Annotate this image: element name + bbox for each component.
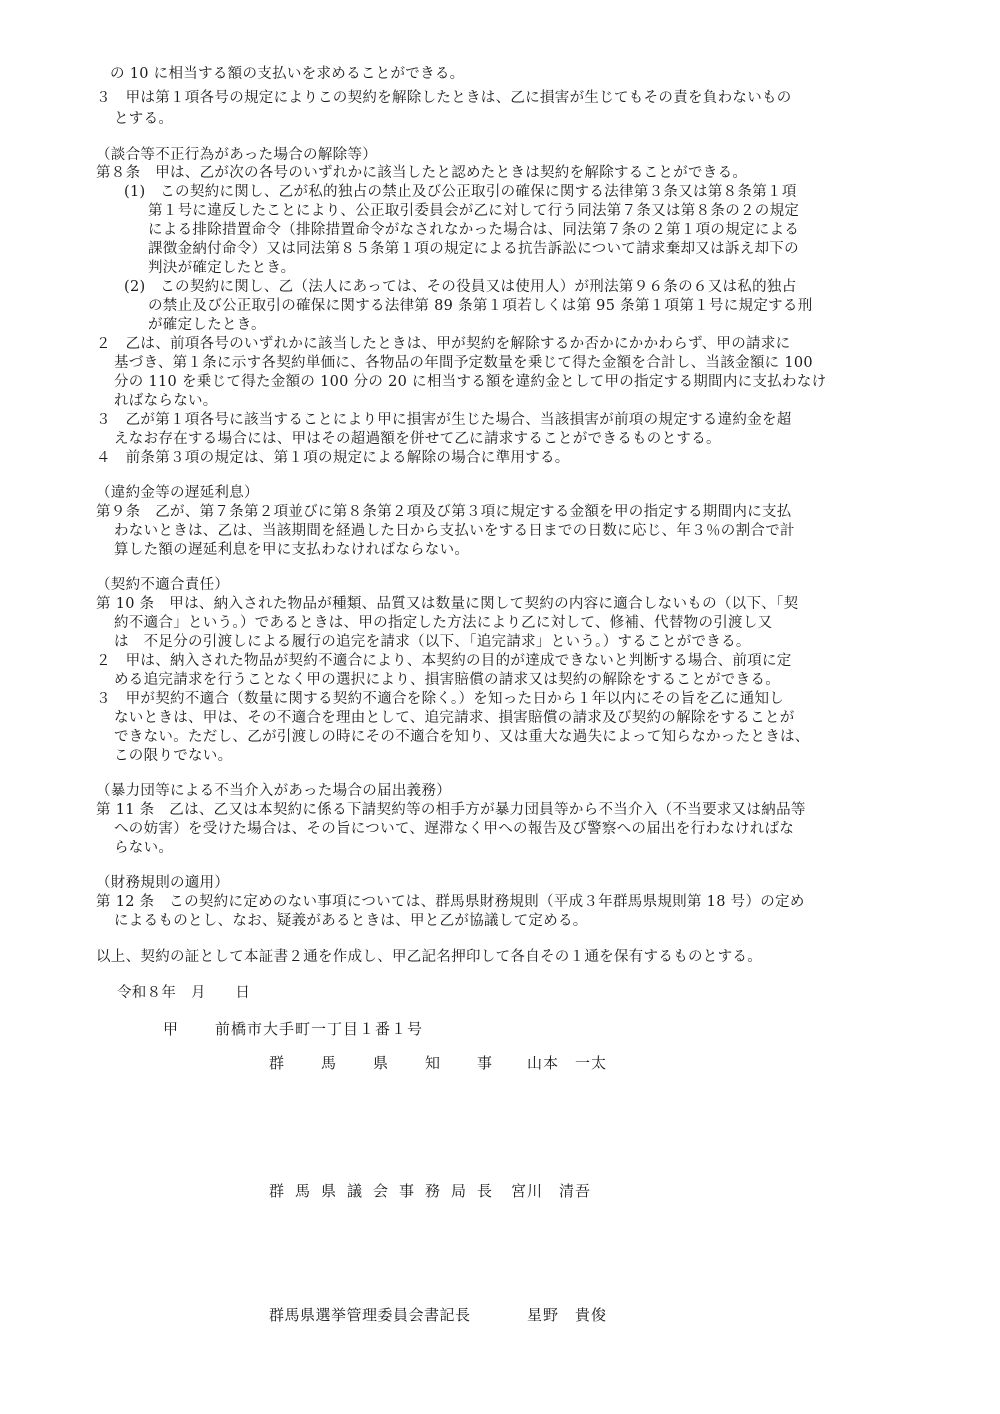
art10-line: は 不足分の引渡しによる履行の追完を請求（以下、「追完請求」という。）することができる。 xyxy=(114,634,751,650)
signatory-name: 宮川 清吾 xyxy=(511,1182,592,1200)
signatory-title-char: 群 xyxy=(269,1182,286,1200)
signatory-title-char: 知 xyxy=(425,1054,442,1072)
signatory-title-char: 馬 xyxy=(295,1182,312,1200)
signatory-name: 山本 一太 xyxy=(527,1054,608,1072)
art10-line: 約不適合」という。）であるときは、甲の指定した方法により乙に対して、修補、代替物の引渡し又 xyxy=(114,615,773,631)
art10-line: 第 10 条 甲は、納入された物品が種類、品質又は数量に関して契約の内容に適合しないもの（以下、「契 xyxy=(96,596,799,612)
signatory-title-char: 事 xyxy=(477,1054,494,1072)
intro-line-2: ３ 甲は第１項各号の規定によりこの契約を解除したときは、乙に損害が生じてもその責を負わないもの xyxy=(96,90,792,106)
art10-line: ないときは、甲は、その不適合を理由として、追完請求、損害賠償の請求及び契約の解除をすることが xyxy=(114,710,795,726)
art10-line: ２ 甲は、納入された物品が契約不適合により、本契約の目的が達成できないと判断する場合、前項に定 xyxy=(96,653,792,669)
art8-heading: （談合等不正行為があった場合の解除等） xyxy=(96,147,378,163)
art8-line: ればならない。 xyxy=(114,393,218,409)
intro-line-1: の 10 に相当する額の支払いを求めることができる。 xyxy=(110,66,465,82)
art12-heading: （財務規則の適用） xyxy=(96,875,230,891)
art9-heading: （違約金等の遅延利息） xyxy=(96,485,259,501)
art8-line: による排除措置命令（排除措置命令がなされなかった場合は、同法第７条の２第１項の規定による xyxy=(148,222,800,238)
art10-line: ３ 甲が契約不適合（数量に関する契約不適合を除く。）を知った日から１年以内にその旨を乙に通知し xyxy=(96,691,785,707)
art9-line: 算した額の遅延利息を甲に支払わなければならない。 xyxy=(114,542,470,558)
art8-line: えなお存在する場合には、甲はその超過額を併せて乙に請求することができるものとする。 xyxy=(114,431,721,447)
art8-line: 分の 110 を乗じて得た金額の 100 分の 20 に相当する額を違約金として甲の指定する期間内に支払わなけ xyxy=(114,374,827,390)
art11-heading: （暴力団等による不当介入があった場合の届出義務） xyxy=(96,783,452,799)
art8-line: 課徴金納付命令）又は同法第８５条第１項の規定による抗告訴訟について請求棄却又は訴え却下の xyxy=(148,241,799,257)
art10-heading: （契約不適合責任） xyxy=(96,577,230,593)
signatory-title-char: 局 xyxy=(451,1182,468,1200)
art8-line: (2) この契約に関し、乙（法人にあっては、その役員又は使用人）が刑法第９６条の６又は私的独占 xyxy=(124,279,797,295)
art10-line: める追完請求を行うことなく甲の選択により、損害賠償の請求又は契約の解除をすることができる。 xyxy=(114,672,780,688)
art12-line: によるものとし、なお、疑義があるときは、甲と乙が協議して定める。 xyxy=(114,913,588,929)
art11-line: 第 11 条 乙は、乙又は本契約に係る下請契約等の相手方が暴力団員等から不当介入（不当要求又は納品等 xyxy=(96,802,806,818)
party-address: 前橋市大手町一丁目１番１号 xyxy=(215,1020,424,1038)
art8-line: ４ 前条第３項の規定は、第１項の規定による解除の場合に準用する。 xyxy=(96,450,570,466)
signatory-title: 群馬県選挙管理委員会書記長 xyxy=(269,1306,471,1324)
signatory-title-char: 議 xyxy=(347,1182,364,1200)
art8-line: (1) この契約に関し、乙が私的独占の禁止及び公正取引の確保に関する法律第３条又は第８条第１項 xyxy=(124,184,797,200)
art10-line: できない。ただし、乙が引渡しの時にその不適合を知り、又は重大な過失によって知らなかったときは、 xyxy=(114,729,810,745)
signatory-title-char: 長 xyxy=(477,1182,494,1200)
signatory-title-char: 務 xyxy=(425,1182,442,1200)
art8-line: 第１号に違反したことにより、公正取引委員会が乙に対して行う同法第７条又は第８条の２の規定 xyxy=(148,203,800,219)
signatory-title-char: 県 xyxy=(321,1182,338,1200)
signatory-name: 星野 貴俊 xyxy=(527,1306,608,1324)
party-label: 甲 xyxy=(163,1020,180,1038)
contract-date: 令和８年 月 日 xyxy=(117,985,251,1001)
signatory-title-char: 県 xyxy=(373,1054,390,1072)
signatory-title-char: 群 xyxy=(269,1054,286,1072)
art8-line: が確定したとき。 xyxy=(148,317,266,333)
art8-line: の禁止及び公正取引の確保に関する法律第 89 条第１項若しくは第 95 条第１項第１号に規定する刑 xyxy=(148,298,813,314)
art8-line: ３ 乙が第１項各号に該当することにより甲に損害が生じた場合、当該損害が前項の規定する違約金を超 xyxy=(96,412,792,428)
art8-line: 判決が確定したとき。 xyxy=(148,260,296,276)
art11-line: への妨害）を受けた場合は、その旨について、遅滞なく甲への報告及び警察への届出を行わなければな xyxy=(114,821,795,837)
art9-line: 第９条 乙が、第７条第２項並びに第８条第２項及び第３項に規定する金額を甲の指定する期間内に支払 xyxy=(96,504,792,520)
signatory-title-char: 事 xyxy=(399,1182,416,1200)
closing-statement: 以上、契約の証として本証書２通を作成し、甲乙記名押印して各自その１通を保有するものとする。 xyxy=(96,949,762,965)
art10-line: この限りでない。 xyxy=(114,748,233,764)
signatory-title-char: 会 xyxy=(373,1182,390,1200)
art8-line: 第８条 甲は、乙が次の各号のいずれかに該当したと認めたときは契約を解除することができる。 xyxy=(96,165,748,181)
signatory-title-char: 馬 xyxy=(321,1054,338,1072)
art9-line: わないときは、乙は、当該期間を経過した日から支払いをする日までの日数に応じ、年３％の割合で計 xyxy=(114,523,795,539)
art12-line: 第 12 条 この契約に定めのない事項については、群馬県財務規則（平成３年群馬県規則第 18 号）の定め xyxy=(96,894,805,910)
art11-line: らない。 xyxy=(114,840,174,856)
art8-line: 基づき、第１条に示す各契約単価に、各物品の年間予定数量を乗じて得た金額を合計し、当該金額に 100 xyxy=(114,355,813,371)
art8-line: ２ 乙は、前項各号のいずれかに該当したときは、甲が契約を解除するか否かにかかわらず、甲の請求に xyxy=(96,336,791,352)
intro-line-3: とする。 xyxy=(114,111,174,127)
